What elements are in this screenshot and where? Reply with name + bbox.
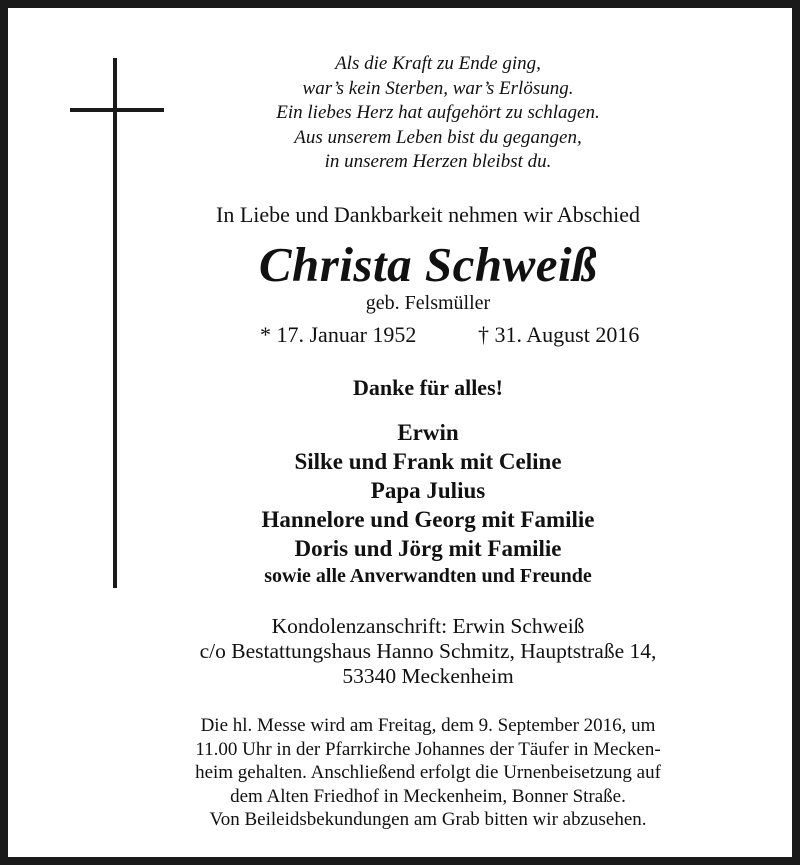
condolence-line: 53340 Meckenheim <box>342 664 514 688</box>
birth-date: * 17. Januar 1952 <box>260 322 417 347</box>
mourner: Papa Julius <box>370 478 486 503</box>
mass-line: dem Alten Friedhof in Meckenheim, Bonner Straße. <box>230 785 626 807</box>
condolence-line: c/o Bestattungshaus Hanno Schmitz, Hauptstraße 14, <box>199 639 657 663</box>
farewell-intro: In Liebe und Dankbarkeit nehmen wir Abschied <box>216 202 640 227</box>
poem-line: Als die Kraft zu Ende ging, <box>335 53 541 74</box>
poem <box>228 52 648 175</box>
deceased-name: Christa Schweiß <box>258 237 598 292</box>
condolence-line: Kondolenzanschrift: Erwin Schweiß <box>271 614 585 638</box>
mass-line: Die hl. Messe wird am Freitag, dem 9. September 2016, um <box>200 715 656 736</box>
condolence-address <box>48 614 800 689</box>
mourner: Erwin <box>397 420 459 445</box>
mourners-other: sowie alle Anverwandten und Freunde <box>264 565 592 587</box>
poem-line: Ein liebes Herz hat aufgehört zu schlagen. <box>276 102 600 123</box>
mourners-list <box>48 418 800 589</box>
cross-icon-horizontal <box>70 108 164 112</box>
mass-notice <box>48 714 800 832</box>
death-date: † 31. August 2016 <box>478 322 640 347</box>
mourner: Silke und Frank mit Celine <box>294 449 562 474</box>
thanks-line: Danke für alles! <box>353 375 503 400</box>
mass-line: 11.00 Uhr in der Pfarrkirche Johannes der Täufer in Mecken- <box>195 738 661 760</box>
mourner: Hannelore und Georg mit Familie <box>261 507 595 532</box>
poem-line: war’s kein Sterben, war’s Erlösung. <box>302 77 574 99</box>
mourner: Doris und Jörg mit Familie <box>294 536 562 561</box>
birth-name: geb. Felsmüller <box>365 292 491 314</box>
mass-line: Von Beileidsbekundungen am Grab bitten wir abzusehen. <box>209 809 647 830</box>
mass-line: heim gehalten. Anschließend erfolgt die Urnenbeisetzung auf <box>195 762 661 783</box>
poem-line: in unserem Herzen bleibst du. <box>324 151 552 172</box>
poem-line: Aus unserem Leben bist du gegangen, <box>294 126 582 148</box>
